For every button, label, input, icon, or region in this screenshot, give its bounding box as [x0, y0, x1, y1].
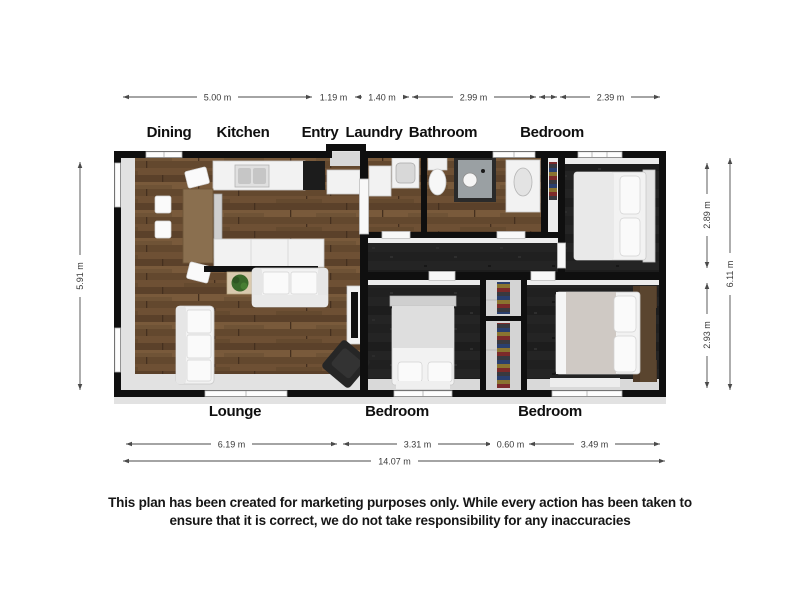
tv-screen	[351, 292, 358, 338]
disclaimer-line-1: This plan has been created for marketing purposes only. While every action has been taken to	[108, 495, 692, 510]
dim-bottom-2	[343, 439, 492, 450]
door-bedroom2	[429, 272, 455, 281]
svg-text:2.93 m: 2.93 m	[701, 321, 712, 349]
svg-text:6.11 m: 6.11 m	[724, 260, 735, 288]
dim-right-total	[725, 158, 736, 390]
svg-text:14.07 m: 14.07 m	[378, 456, 411, 467]
svg-text:0.60 m: 0.60 m	[496, 439, 525, 450]
room-label-bedroom-top: Bedroom	[520, 124, 584, 141]
dim-top-4	[412, 92, 536, 103]
door-bedroom3	[531, 272, 555, 281]
sofa-large	[252, 268, 328, 307]
svg-text:1.19 m: 1.19 m	[319, 92, 348, 103]
door-laundry	[382, 232, 410, 239]
rug	[550, 378, 620, 387]
bed-bedroom-top-right	[574, 170, 655, 262]
dim-right-1	[702, 163, 713, 268]
room-label-lounge: Lounge	[208, 403, 262, 420]
room-label-kitchen: Kitchen	[216, 124, 270, 141]
dim-bottom-1	[126, 439, 337, 450]
dining-table	[183, 189, 213, 263]
dim-bottom-3	[490, 439, 531, 450]
svg-text:1.40 m: 1.40 m	[368, 92, 396, 103]
room-label-dining: Dining	[146, 124, 192, 141]
dim-bottom-total	[123, 456, 665, 467]
bed-bedroom-bottom-middle	[390, 296, 456, 389]
sink-bowl	[253, 168, 266, 184]
disclaimer-line-2: ensure that it is correct, we do not take responsibility for any inaccuracies	[169, 513, 631, 528]
room-label-bedroom-right: Bedroom	[518, 403, 582, 420]
tub-bowl	[396, 163, 415, 183]
rug	[396, 381, 450, 389]
dining-chair	[155, 221, 171, 238]
vanity-basin	[506, 160, 540, 212]
plant-leaf	[233, 277, 240, 284]
svg-text:6.19 m: 6.19 m	[217, 439, 246, 450]
dim-top-3	[355, 92, 409, 103]
svg-text:2.39 m: 2.39 m	[596, 92, 625, 103]
sink-bowl	[238, 168, 251, 184]
island-counter	[214, 239, 324, 267]
sofa-small	[176, 306, 214, 384]
bookshelf	[549, 162, 557, 200]
door-bedroom1	[558, 243, 566, 268]
dining-chair	[155, 196, 171, 213]
door-bathroom	[497, 232, 525, 239]
dim-left	[75, 162, 86, 390]
room-label-bathroom: Bathroom	[408, 124, 478, 141]
entry-door-mat	[330, 152, 361, 166]
dim-top-2	[313, 92, 354, 103]
svg-text:2.99 m: 2.99 m	[459, 92, 488, 103]
cooktop	[303, 161, 325, 190]
disclaimer	[108, 495, 692, 528]
svg-text:5.91 m: 5.91 m	[74, 262, 85, 290]
bed-bedroom-bottom-right	[550, 286, 657, 387]
entry-counter	[327, 170, 360, 194]
room-label-bedroom-mid: Bedroom	[365, 403, 429, 420]
room-label-laundry: Laundry	[345, 124, 403, 141]
dim-bottom-4	[529, 439, 660, 450]
laundry-cabinet	[369, 166, 391, 196]
room-label-entry: Entry	[301, 124, 339, 141]
wall-face	[565, 158, 659, 164]
toilet	[428, 158, 447, 195]
dim-top-1	[123, 92, 312, 103]
svg-text:3.49 m: 3.49 m	[580, 439, 609, 450]
shower	[454, 156, 496, 202]
svg-text:2.89 m: 2.89 m	[701, 201, 712, 229]
plant-leaf	[241, 283, 248, 290]
hallway-floor	[368, 238, 558, 272]
door-entry-hall	[360, 179, 369, 234]
svg-text:5.00 m: 5.00 m	[203, 92, 232, 103]
wall-face	[368, 280, 480, 285]
dim-top-5	[560, 92, 660, 103]
dim-right-2	[702, 283, 713, 388]
indoor-plant	[232, 275, 249, 292]
svg-text:3.31 m: 3.31 m	[403, 439, 432, 450]
